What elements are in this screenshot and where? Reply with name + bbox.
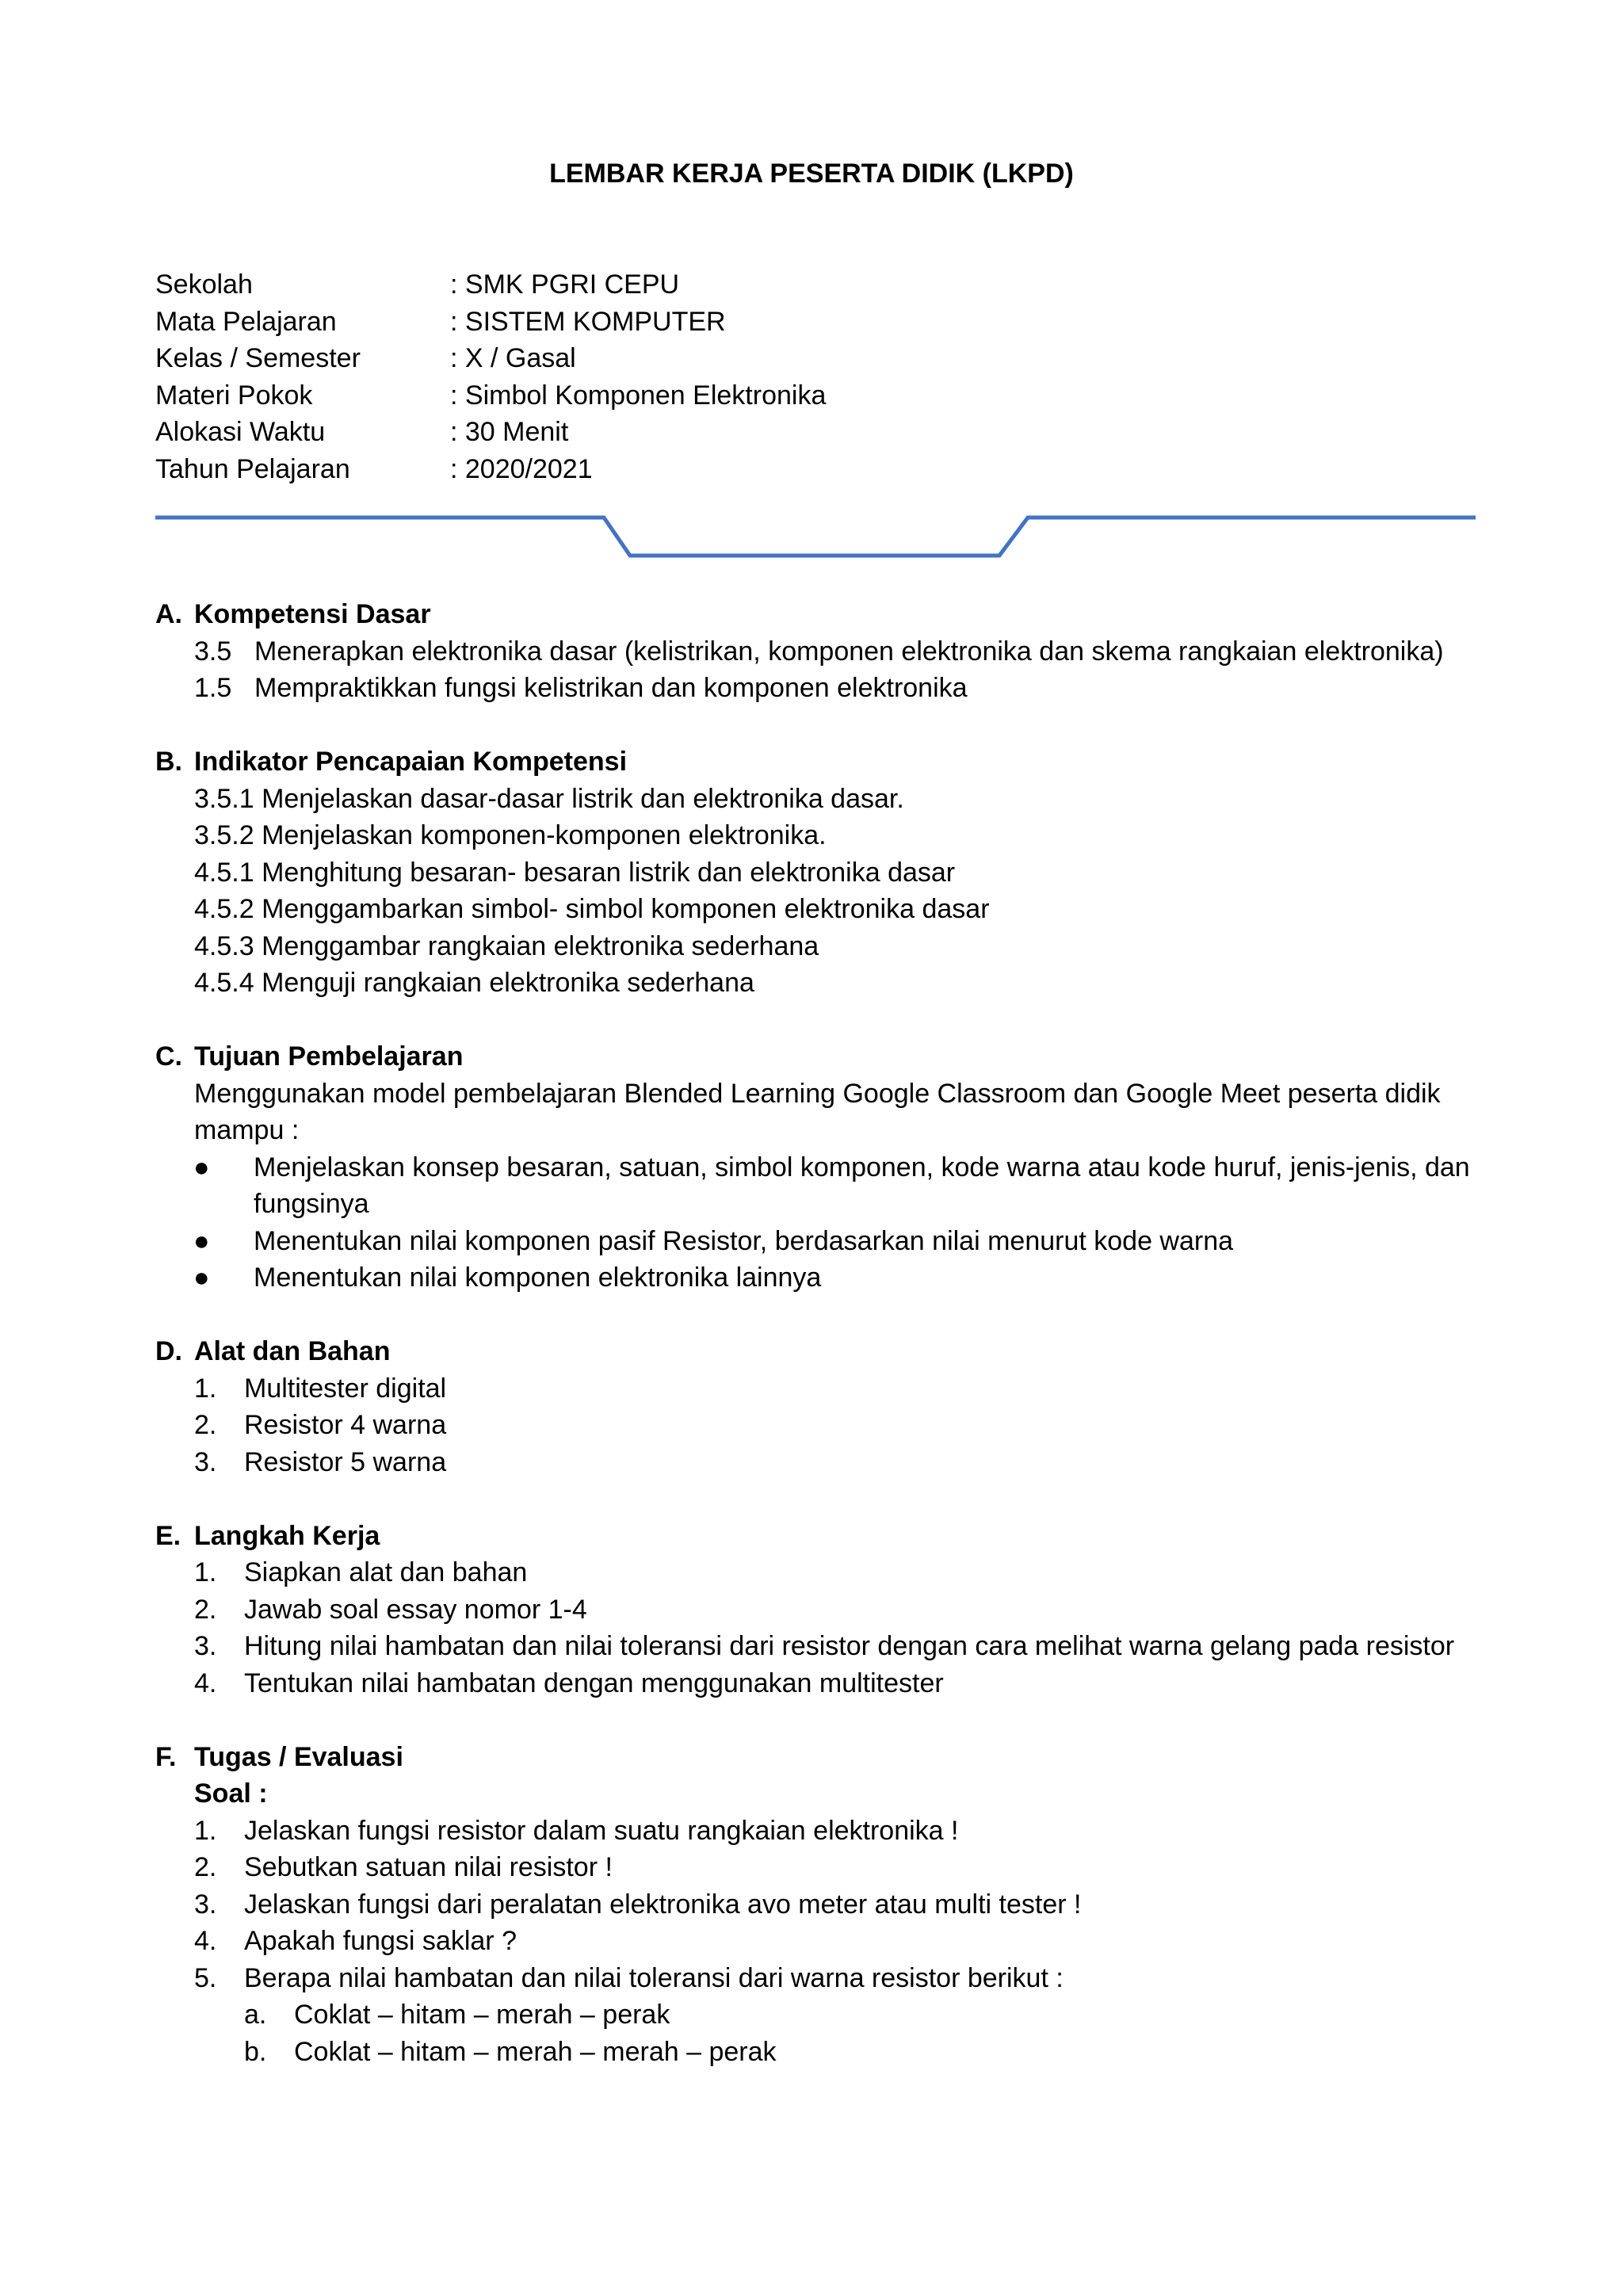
item-number: 1. bbox=[194, 1557, 217, 1587]
item-text: Tentukan nilai hambatan dengan menggunakan multitester bbox=[244, 1668, 944, 1698]
section-tujuan bbox=[155, 1038, 1487, 1297]
section-title: Langkah Kerja bbox=[194, 1520, 380, 1551]
section-heading bbox=[155, 596, 1487, 633]
section-title: Indikator Pencapaian Kompetensi bbox=[194, 747, 628, 777]
info-label: Materi Pokok bbox=[155, 380, 313, 411]
info-row-materi-pokok bbox=[155, 377, 826, 415]
list-item bbox=[194, 1665, 1487, 1702]
info-label: Sekolah bbox=[155, 269, 253, 300]
item-number: 3. bbox=[194, 1889, 217, 1920]
info-row-sekolah bbox=[155, 266, 826, 304]
item-number: 2. bbox=[194, 1594, 217, 1625]
section-kompetensi-dasar bbox=[155, 596, 1487, 707]
soal-label: Soal : bbox=[194, 1778, 268, 1809]
info-value: : X / Gasal bbox=[450, 343, 576, 373]
item-text: Jawab soal essay nomor 1-4 bbox=[244, 1594, 587, 1625]
item-text: Menentukan nilai komponen elektronika lainnya bbox=[254, 1263, 822, 1293]
list-item bbox=[194, 1407, 1487, 1444]
info-value: : SMK PGRI CEPU bbox=[450, 269, 680, 300]
item-text: Mempraktikkan fungsi kelistrikan dan komponen elektronika bbox=[254, 673, 968, 703]
list-item bbox=[194, 1554, 1487, 1591]
identity-table bbox=[155, 266, 826, 487]
document-body bbox=[155, 596, 1487, 2107]
section-tugas-evaluasi bbox=[155, 1739, 1487, 2071]
item-text: Jelaskan fungsi resistor dalam suatu rangkaian elektronika ! bbox=[244, 1815, 959, 1846]
section-heading bbox=[155, 1518, 1487, 1555]
item-number: 1. bbox=[194, 1373, 217, 1404]
info-value: : Simbol Komponen Elektronika bbox=[450, 380, 827, 411]
question-item bbox=[194, 1813, 1487, 1850]
item-text: Jelaskan fungsi dari peralatan elektronika avo meter atau multi tester ! bbox=[244, 1889, 1082, 1920]
info-label: Mata Pelajaran bbox=[155, 306, 337, 337]
item-number: 3.5 bbox=[194, 636, 232, 667]
item-text: Coklat – hitam – merah – merah – perak bbox=[294, 2036, 777, 2067]
list-item bbox=[194, 1591, 1487, 1629]
sub-question-item bbox=[244, 1996, 1487, 2034]
item-text: Apakah fungsi saklar ? bbox=[244, 1926, 517, 1956]
item-number: 3. bbox=[194, 1631, 217, 1661]
item-number: 1. bbox=[194, 1815, 217, 1846]
list-item: 4.5.4 Menguji rangkaian elektronika sederhana bbox=[194, 968, 754, 998]
info-value: : 2020/2021 bbox=[450, 453, 593, 484]
info-row-tahun-pelajaran bbox=[155, 451, 826, 488]
section-indikator bbox=[155, 743, 1487, 1002]
item-letter: a. bbox=[244, 2000, 267, 2030]
list-item: 4.5.1 Menghitung besaran- besaran listrik dan elektronika dasar bbox=[194, 857, 956, 888]
section-title: Alat dan Bahan bbox=[194, 1336, 391, 1366]
page-title: LEMBAR KERJA PESERTA DIDIK (LKPD) bbox=[549, 159, 1074, 189]
info-value: : SISTEM KOMPUTER bbox=[450, 306, 726, 337]
item-text: Multitester digital bbox=[244, 1373, 447, 1404]
item-text: Menerapkan elektronika dasar (kelistrikan, komponen elektronika dan skema rangkaian elektronika) bbox=[254, 636, 1444, 667]
list-item bbox=[194, 1370, 1487, 1408]
item-text: Hitung nilai hambatan dan nilai toleransi dari resistor dengan cara melihat warna gelang pada resistor bbox=[244, 1631, 1455, 1661]
bullet-icon: ● bbox=[193, 1225, 210, 1256]
list-item: 3.5.2 Menjelaskan komponen-komponen elektronika. bbox=[194, 820, 827, 850]
section-letter: C. bbox=[155, 1041, 182, 1072]
info-row-alokasi-waktu bbox=[155, 414, 826, 451]
item-letter: b. bbox=[244, 2036, 267, 2067]
section-intro: Menggunakan model pembelajaran Blended Learning Google Classroom dan Google Meet peserta didik mampu : bbox=[194, 1078, 1441, 1145]
item-text: Sebutkan satuan nilai resistor ! bbox=[244, 1852, 613, 1882]
info-value: : 30 Menit bbox=[450, 417, 569, 447]
item-text: Coklat – hitam – merah – perak bbox=[294, 2000, 670, 2030]
item-text: Resistor 5 warna bbox=[244, 1446, 447, 1477]
info-label: Tahun Pelajaran bbox=[155, 453, 350, 484]
bullet-item bbox=[155, 1149, 1487, 1223]
question-item bbox=[194, 1849, 1487, 1886]
bullet-icon: ● bbox=[193, 1152, 210, 1182]
section-alat-bahan bbox=[155, 1333, 1487, 1480]
bullet-item bbox=[155, 1223, 1487, 1260]
section-title: Tugas / Evaluasi bbox=[194, 1741, 403, 1772]
section-letter: E. bbox=[155, 1520, 181, 1551]
item-number: 1.5 bbox=[194, 673, 232, 703]
item-number: 3. bbox=[194, 1446, 217, 1477]
section-heading bbox=[155, 1038, 1487, 1075]
item-text: Menentukan nilai komponen pasif Resistor, berdasarkan nilai menurut kode warna bbox=[254, 1225, 1234, 1256]
item-text: Siapkan alat dan bahan bbox=[244, 1557, 528, 1587]
section-heading bbox=[155, 1333, 1487, 1370]
item-number: 2. bbox=[194, 1410, 217, 1440]
sub-question-item bbox=[244, 2034, 1487, 2071]
section-heading bbox=[155, 743, 1487, 781]
divider-line bbox=[155, 518, 1476, 556]
section-title: Tujuan Pembelajaran bbox=[194, 1041, 464, 1072]
list-item bbox=[194, 1444, 1487, 1481]
section-title: Kompetensi Dasar bbox=[194, 599, 431, 629]
item-text: Resistor 4 warna bbox=[244, 1410, 447, 1440]
item-number: 5. bbox=[194, 1962, 217, 1993]
section-letter: B. bbox=[155, 747, 182, 777]
info-label: Alokasi Waktu bbox=[155, 417, 326, 447]
section-langkah-kerja bbox=[155, 1518, 1487, 1702]
list-item: 4.5.2 Menggambarkan simbol- simbol komponen elektronika dasar bbox=[194, 894, 990, 924]
section-heading bbox=[155, 1739, 1487, 1776]
question-item bbox=[194, 1923, 1487, 1960]
list-item bbox=[194, 670, 1487, 707]
list-item bbox=[194, 1628, 1487, 1665]
item-number: 4. bbox=[194, 1668, 217, 1698]
item-number: 2. bbox=[194, 1852, 217, 1882]
question-item bbox=[194, 1960, 1487, 1997]
info-row-mata-pelajaran bbox=[155, 304, 826, 341]
list-item: 4.5.3 Menggambar rangkaian elektronika sederhana bbox=[194, 930, 819, 961]
section-letter: A. bbox=[155, 599, 182, 629]
info-label: Kelas / Semester bbox=[155, 343, 361, 373]
item-number: 4. bbox=[194, 1926, 217, 1956]
header-divider bbox=[0, 507, 1623, 571]
info-row-kelas-semester bbox=[155, 340, 826, 377]
bullet-item bbox=[155, 1259, 1487, 1297]
bullet-icon: ● bbox=[193, 1263, 210, 1293]
list-item: 3.5.1 Menjelaskan dasar-dasar listrik dan elektronika dasar. bbox=[194, 783, 904, 814]
list-item bbox=[194, 633, 1487, 670]
item-text: Berapa nilai hambatan dan nilai toleransi dari warna resistor berikut : bbox=[244, 1962, 1064, 1993]
item-text: Menjelaskan konsep besaran, satuan, simbol komponen, kode warna atau kode huruf, jenis-jenis, dan fungsinya bbox=[254, 1152, 1470, 1219]
section-letter: D. bbox=[155, 1336, 182, 1366]
question-item bbox=[194, 1886, 1487, 1924]
section-letter: F. bbox=[155, 1741, 177, 1772]
